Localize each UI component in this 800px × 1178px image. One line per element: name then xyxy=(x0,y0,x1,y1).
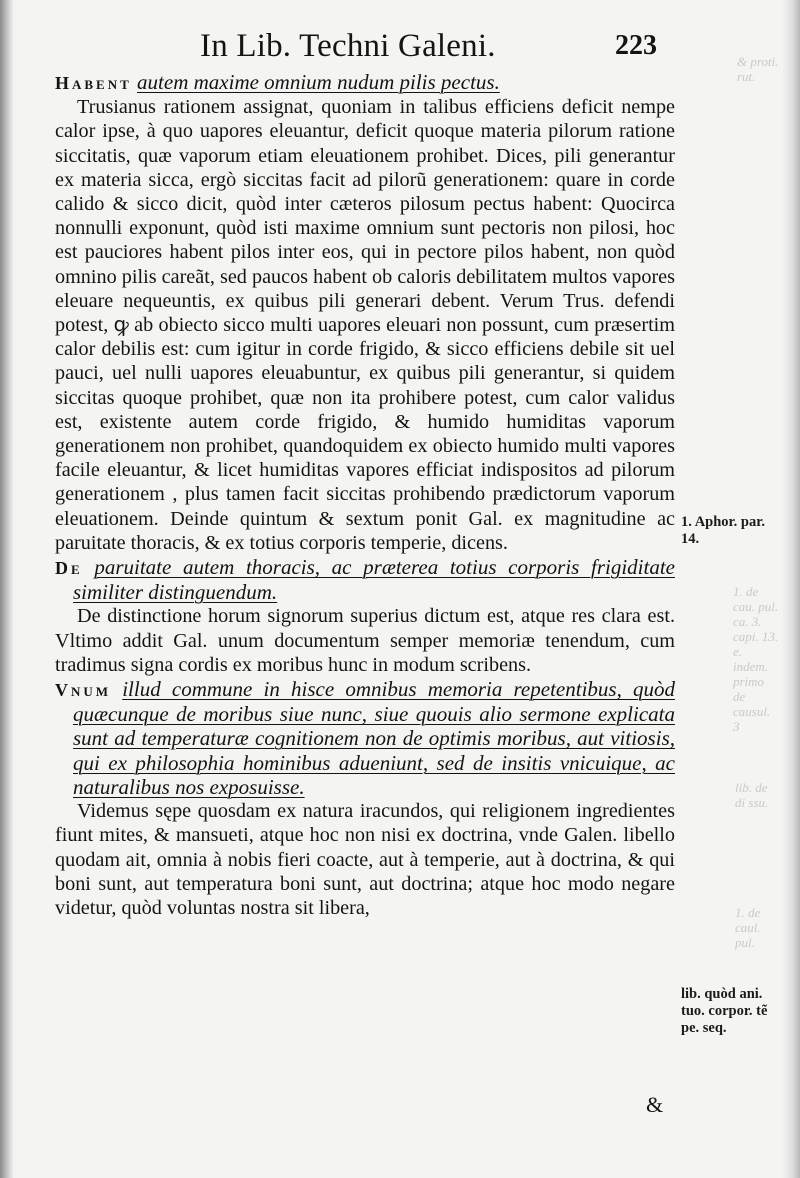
lemma-text: illud commune in hisce omnibus memoria repetentibus, quòd quæcunque de moribus siue nunc, siue quouis alio sermone explicata sunt ad temperaturæ cognitionem non de optimis moribus, aut vitiosis, qui ex philosophia hominibus adueniunt, sed de insitis vnicuique, ac naturalibus nos exposuisse. xyxy=(73,677,675,799)
lemma-vnum xyxy=(55,677,675,799)
commentary-paragraph: De distinctione horum signorum superius dictum est, atque res clara est. Vltimo addit Gal. unum documentum semper memoriæ tenendum, cum tradimus signa cordis ex moribus hunc in modum scribens. xyxy=(55,605,675,676)
lemma-text: autem maxime omnium nudum pilis pectus. xyxy=(137,70,500,94)
bleed-through-mark: & proti. rut. xyxy=(737,54,779,84)
commentary-paragraph: Trusianus rationem assignat, quoniam in talibus efficiens deficit nempe calor ipse, à quo uapores eleuantur, deficit quoque materia pilorum ratione siccitatis, quæ vaporum etiam eleuationem prohibet. Dices, pili generantur ex materia sicca, ergò siccitas facit ad pilorũ generationem: quare in corde calido & sicco dicit, quòd inter cæteros pilosum pectus habent: Quocirca nonnulli exponunt, quòd isti maxime omnium sunt pectoris non pilosi, hoc est pauciores habent pilos inter eos, qui in pectore pilos habent, non quòd omnino pilis careãt, sed paucos habent ob caloris debilitatem multos vapores eleuare nequeuntis, ex quibus pili generari debent. Verum Trus. defendi potest, ꝙ ab obiecto sicco multi uapores eleuari non possunt, cum præsertim calor debilis est: cum igitur in corde frigido, & sicco efficiens debile sit uel pauci, uel nulli uapores eleuabuntur, ex quibus pili generantur, si quidem siccitas quoque prohibet, quæ non ita prohibere potest, cum calor validus est, existente autem corde frigido, & humido humiditas vaporum generationem non prohibet, quandoquidem ex obiecto humido multi vapores facile eleuantur, & licet humiditas vapores efficiat indispositos ad pilorum generationem , plus tamen facit siccitas prohibendo prædictorum vaporum eleuationem. Deinde quintum & sextum ponit Gal. ex magnitudine ac paruitate thoracis, & ex totius corporis temperie, dicens. xyxy=(55,96,675,554)
page-number: 223 xyxy=(615,30,657,61)
commentary-paragraph: Videmus sępe quosdam ex natura iracundos, qui religionem ingredientes fiunt mites, & mansueti, atque hoc non nisi ex doctrina, vnde Galen. libello quodam ait, omnia à nobis fieri coacte, aut à temperie, aut à doctrina, & qui boni sunt, aut temperatura boni sunt, aut doctrina; atque hoc modo negare videtur, quòd voluntas nostra sit libera, xyxy=(55,800,675,919)
page-right-gutter xyxy=(782,0,800,1178)
lemma-text: paruitate autem thoracis, ac præterea totius corporis frigiditate similiter distinguendum. xyxy=(73,555,675,605)
main-text-block xyxy=(55,70,675,920)
lemma-habent xyxy=(55,70,675,95)
bleed-through-mark: 1. de caul. pul. xyxy=(735,905,761,950)
page-left-edge xyxy=(0,0,14,1178)
margin-note-aphor: 1. Aphor. par. 14. xyxy=(681,514,765,547)
lemma-cap: De xyxy=(55,558,83,579)
bleed-through-mark: lib. de di ssu. xyxy=(735,780,769,810)
lemma-de-paruitate xyxy=(55,555,675,604)
catchword: & xyxy=(646,1092,664,1117)
lemma-cap: Vnum xyxy=(55,680,112,701)
running-title: In Lib. Techni Galeni. xyxy=(200,28,496,64)
lemma-cap: Habent xyxy=(55,73,132,93)
bleed-through-mark: 1. de cau. pul. ca. 3. capi. 13. e. indem. primo de causul. 3 xyxy=(733,584,779,734)
margin-note-lib: lib. quòd ani. tuo. corpor. tẽ pe. seq. xyxy=(681,986,768,1036)
